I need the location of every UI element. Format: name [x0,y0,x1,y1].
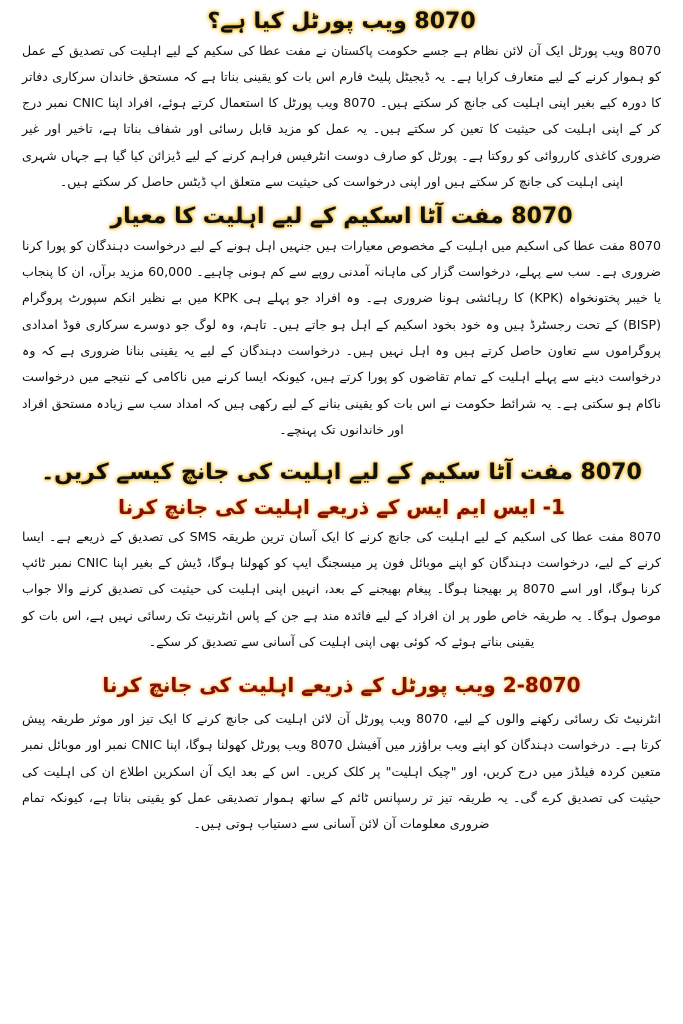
section-body-what-is-portal: 8070 ویب پورٹل ایک آن لائن نظام ہے جسے حکومت پاکستان نے مفت عطا کی سکیم کے لیے اہلیت کی تصدیق کے عمل کو ہموار کرنے کے لیے متعارف کرایا ہے۔ یہ ڈیجیٹل پلیٹ فارم اس بات کو یقینی بناتا ہے کہ مستحق خاندان سرکاری دفاتر کا دورہ کیے بغیر اپنی اہلیت کی جانچ کر سکتے ہیں۔ 8070 ویب پورٹل کا استعمال کرتے ہوئے، افراد اپنا CNIC نمبر درج کر کے اپنی اہلیت کی حیثیت کا تعین کر سکتے ہیں۔ یہ عمل کو مزید قابل رسائی اور شفاف بناتا ہے، تاخیر اور غیر ضروری کاغذی کارروائی کو روکتا ہے۔ پورٹل کو صارف دوست انٹرفیس فراہم کرنے کے لیے ڈیزائن کیا گیا ہے جہاں شہری اپنی اہلیت کی جانچ کر سکتے ہیں اور اپنی درخواست کی حیثیت سے متعلق اپ ڈیٹس حاصل کر سکتے ہیں۔ [22,42,661,189]
section-body-web-portal-check: انٹرنیٹ تک رسائی رکھنے والوں کے لیے، 8070 ویب پورٹل آن لائن اہلیت کی جانچ کرنے کا ایک تیز اور موثر طریقہ پیش کرتا ہے۔ درخواست دہندگان کو اپنے ویب براؤزر میں آفیشل 8070 ویب پورٹل کھولنا ہوگا، اپنا CNIC نمبر اور موبائل نمبر متعین کردہ فیلڈز میں درج کریں، اور "چیک اہلیت" پر کلک کریں۔ اس کے بعد ایک آن اسکرین اطلاع ان کی اہلیت کی حیثیت کی تصدیق کرے گی۔ یہ طریقہ تیز تر رسپانس ٹائم کے ساتھ ہموار تصدیقی عمل کو یقینی بناتا ہے، کیونکہ تمام ضروری معلومات آن لائن آسانی سے دستیاب ہوتی ہیں۔ [22,711,661,832]
section-title-sms-check: 1- ایس ایم ایس کے ذریعے اہلیت کی جانچ کرنا [118,494,565,519]
section-title-what-is-portal: 8070 ویب پورٹل کیا ہے؟ [207,9,476,34]
section-title-web-portal-check: 2-8070 ویب پورٹل کے ذریعے اہلیت کی جانچ کرنا [102,673,581,698]
section-body-eligibility-criteria: 8070 مفت عطا کی اسکیم میں اہلیت کے مخصوص معیارات ہیں جنہیں اہل ہونے کے لیے درخواست دہندگان کو پورا کرنا ضروری ہے۔ سب سے پہلے، درخواست گزار کی ماہانہ آمدنی روپے سے کم ہونی چاہیے۔ 60,000 مزید برآں، ان کا پنجاب یا خیبر پختونخواہ (KPK) کا رہائشی ہونا ضروری ہے۔ وہ افراد جو پہلے ہی KPK میں بے نظیر انکم سپورٹ پروگرام (BISP) کے تحت رجسٹرڈ ہیں وہ خود بخود اسکیم کے اہل ہو جاتے ہیں۔ تاہم، وہ لوگ جو دوسرے سرکاری فوڈ امدادی پروگراموں سے تعاون حاصل کرتے ہیں وہ اہل نہیں ہیں۔ درخواست دہندگان کے لیے یہ یقینی بنانا ضروری ہے کہ وہ درخواست دینے سے پہلے اہلیت کے تمام تقاضوں کو پورا کرتے ہیں، کیونکہ ایسا کرنے میں ناکامی کے نتیجے میں درخواست ناکام ہو سکتی ہے۔ یہ شرائط حکومت نے اس بات کو یقینی بنانے کے لیے رکھی ہیں کہ امداد سب سے زیادہ مستحق افراد اور خاندانوں تک پہنچے۔ [22,237,661,437]
section-title-eligibility-criteria: 8070 مفت آٹا اسکیم کے لیے اہلیت کا معیار [110,204,573,230]
section-body-sms-check: 8070 مفت عطا کی اسکیم کے لیے اہلیت کی جانچ کرنے کا ایک آسان ترین طریقہ SMS کی تصدیق کے ذریعے ہے۔ ایسا کرنے کے لیے، درخواست دہندگان کو اپنے موبائل فون پر میسجنگ ایپ کو کھولنا ہوگا، ڈیش کے بغیر اپنا CNIC نمبر ٹائپ کرنا ہوگا، اور اسے 8070 پر بھیجنا ہوگا۔ پیغام بھیجنے کے بعد، انہیں اپنی اہلیت کی حیثیت کی تصدیق کرنے والا جواب موصول ہوگا۔ یہ طریقہ خاص طور پر ان افراد کے لیے فائدہ مند ہے جن کے پاس انٹرنیٹ تک رسائی نہیں ہے، اس بات کو یقینی بناتے ہوئے کہ کوئی بھی اپنی اہلیت کی آسانی سے تصدیق کر سکے۔ [22,528,661,649]
section-title-how-to-check: 8070 مفت آٹا سکیم کے لیے اہلیت کی جانچ کیسے کریں۔ [41,460,642,486]
